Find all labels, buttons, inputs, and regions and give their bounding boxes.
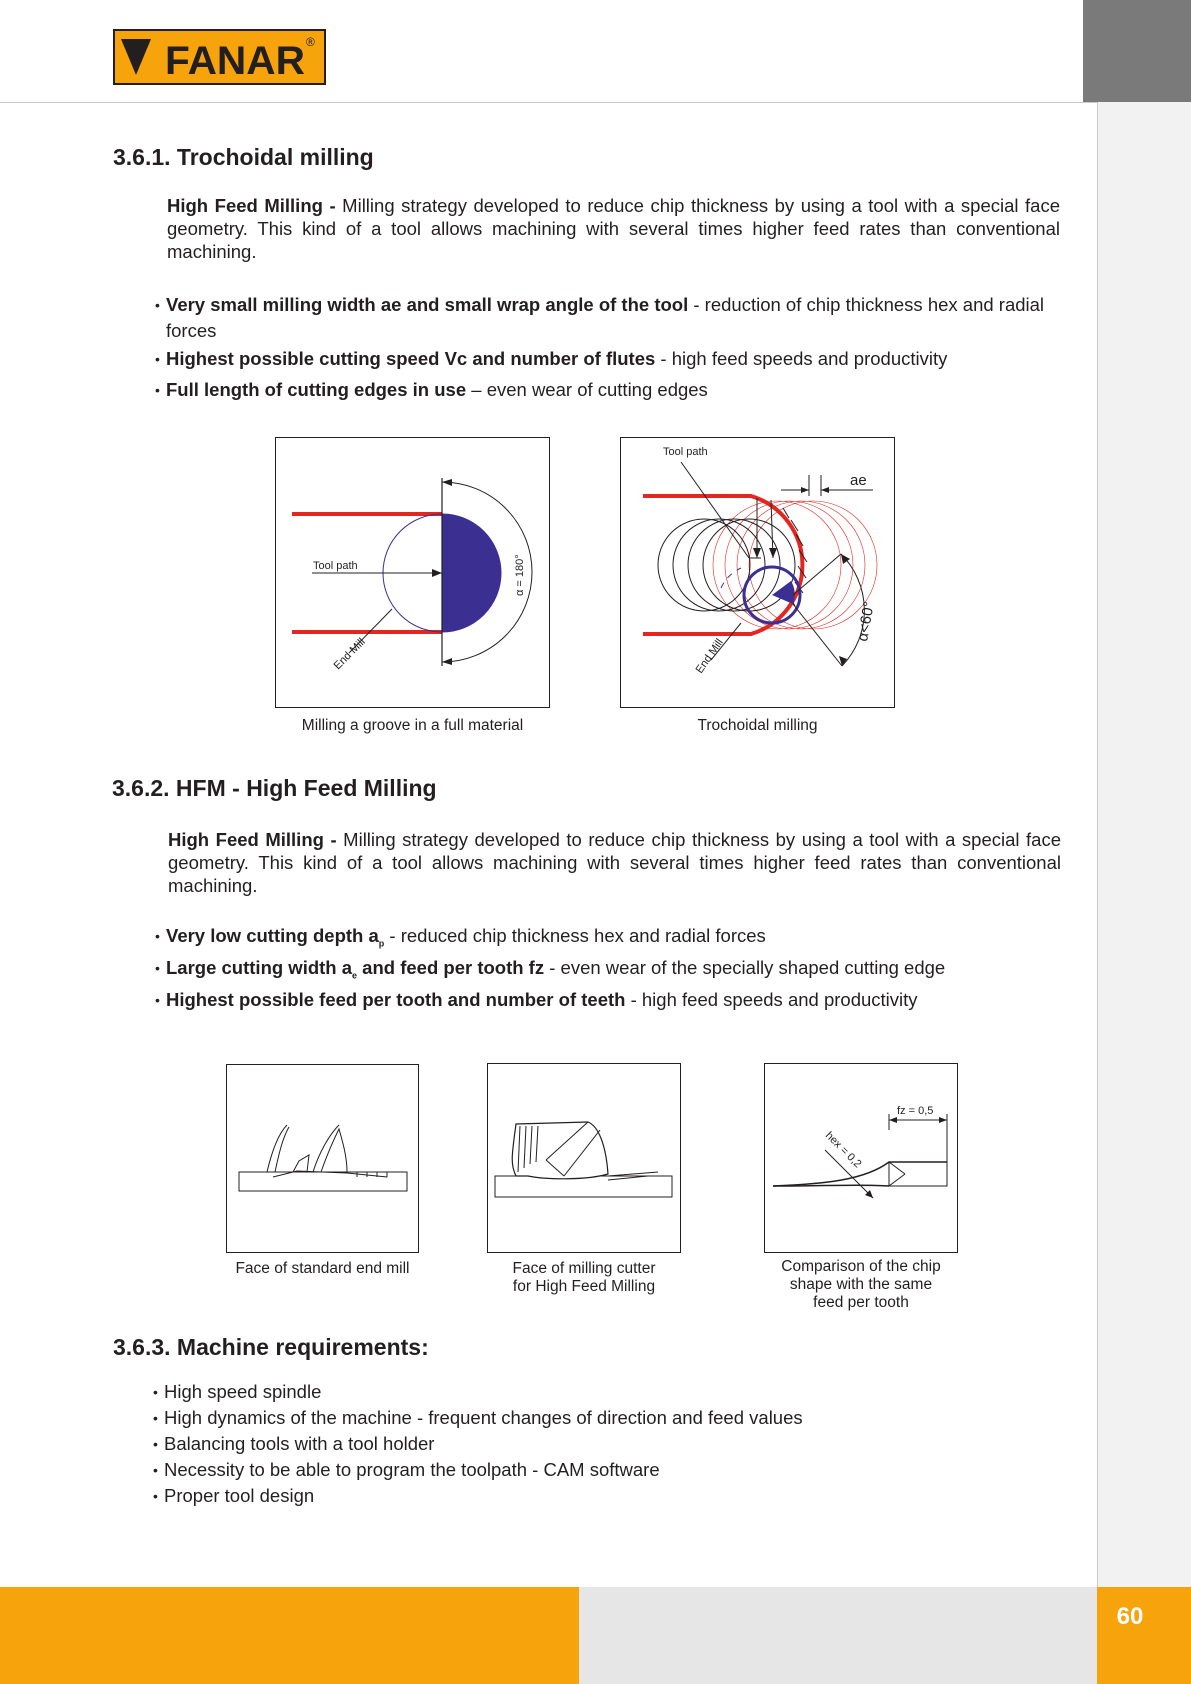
footer-orange-band xyxy=(0,1587,579,1684)
list-item: • Full length of cutting edges in use – even wear of cutting edges xyxy=(155,377,1075,403)
page-number: 60 xyxy=(1116,1603,1144,1630)
intro-paragraph-2 xyxy=(168,828,1061,897)
list-item: • Highest possible feed per tooth and number of teeth - high feed speeds and productivity xyxy=(155,988,1075,1013)
figure-chip-comparison xyxy=(764,1063,958,1253)
label-angle-60: α<60° xyxy=(854,600,878,643)
section-heading-machine-requirements: 3.6.3. Machine requirements: xyxy=(113,1334,429,1360)
list-item: • Very low cutting depth $a_p$ - reduced chip thickness hex and radial forces xyxy=(155,924,1075,956)
list-item: • Very small milling width ae and small wrap angle of the tool - reduction of chip thickness hex and radial forces xyxy=(155,292,1075,344)
list-item: • High speed spindle xyxy=(153,1379,1073,1405)
list-item: • Proper tool design xyxy=(153,1483,1073,1509)
list-item: • High dynamics of the machine - frequent changes of direction and feed values xyxy=(153,1405,1073,1431)
header-divider xyxy=(0,102,1097,103)
intro-text-2: Milling strategy developed to reduce chip thickness by using a tool with a special face geometry. This kind of a tool allows machining with several times higher feed rates than conventional machining. xyxy=(168,829,1062,896)
figure-hfm-cutter-face xyxy=(487,1063,681,1253)
intro-text-1: Milling strategy developed to reduce chip thickness by using a tool with a special face geometry. This kind of a tool allows machining with several times higher feed rates than conventional machining. xyxy=(167,195,1061,262)
list-item: • Balancing tools with a tool holder xyxy=(153,1431,1073,1457)
registered-mark: ® xyxy=(306,35,315,49)
list-item: • Highest possible cutting speed Vc and number of flutes - high feed speeds and productivity xyxy=(155,346,1075,372)
trochoidal-bullet-list xyxy=(155,292,1075,403)
caption-groove: Milling a groove in a full material xyxy=(301,717,524,734)
intro-bold-2: High Feed Milling - xyxy=(168,829,337,850)
label-end-mill: End Mill xyxy=(331,635,368,673)
label-ae: ae xyxy=(850,472,867,489)
section-heading-trochoidal: 3.6.1. Trochoidal milling xyxy=(113,144,374,170)
label-hex: hex = 0,2 xyxy=(822,1129,864,1171)
label-tool-path: Tool path xyxy=(313,560,358,572)
figure-trochoidal-milling xyxy=(620,437,895,708)
right-margin-band xyxy=(1097,0,1191,1684)
hfm-bullet-list xyxy=(155,924,1075,1013)
footer-page-number-box xyxy=(1097,1587,1191,1684)
label-angle-180: α = 180° xyxy=(514,554,526,596)
footer-grey-band xyxy=(579,1587,1097,1684)
label-fz: fz = 0,5 xyxy=(897,1105,934,1117)
intro-bold-1: High Feed Milling - xyxy=(167,195,336,216)
machine-requirements-list xyxy=(153,1379,1073,1509)
list-item: • Large cutting width $a_e$ and feed per tooth fz - even wear of the specially shaped cutting edge xyxy=(155,956,1075,988)
figure-standard-end-mill xyxy=(226,1064,419,1253)
logo-wordmark: FANAR xyxy=(165,39,306,83)
caption-hfm-cutter: Face of milling cutter for High Feed Milling xyxy=(512,1260,656,1295)
figure-groove-full-material xyxy=(275,437,550,708)
intro-paragraph-1 xyxy=(167,194,1060,263)
caption-standard-end-mill: Face of standard end mill xyxy=(235,1260,410,1277)
fanar-logo xyxy=(113,29,326,85)
section-heading-hfm: 3.6.2. HFM - High Feed Milling xyxy=(112,775,437,801)
label-end-mill: End Mill xyxy=(693,636,726,676)
caption-chip-comparison: Comparison of the chip shape with the same feed per tooth xyxy=(781,1258,941,1311)
header-corner-block xyxy=(1083,0,1191,102)
caption-trochoidal: Trochoidal milling xyxy=(697,717,818,734)
list-item: • Necessity to be able to program the toolpath - CAM software xyxy=(153,1457,1073,1483)
label-tool-path: Tool path xyxy=(663,446,708,458)
